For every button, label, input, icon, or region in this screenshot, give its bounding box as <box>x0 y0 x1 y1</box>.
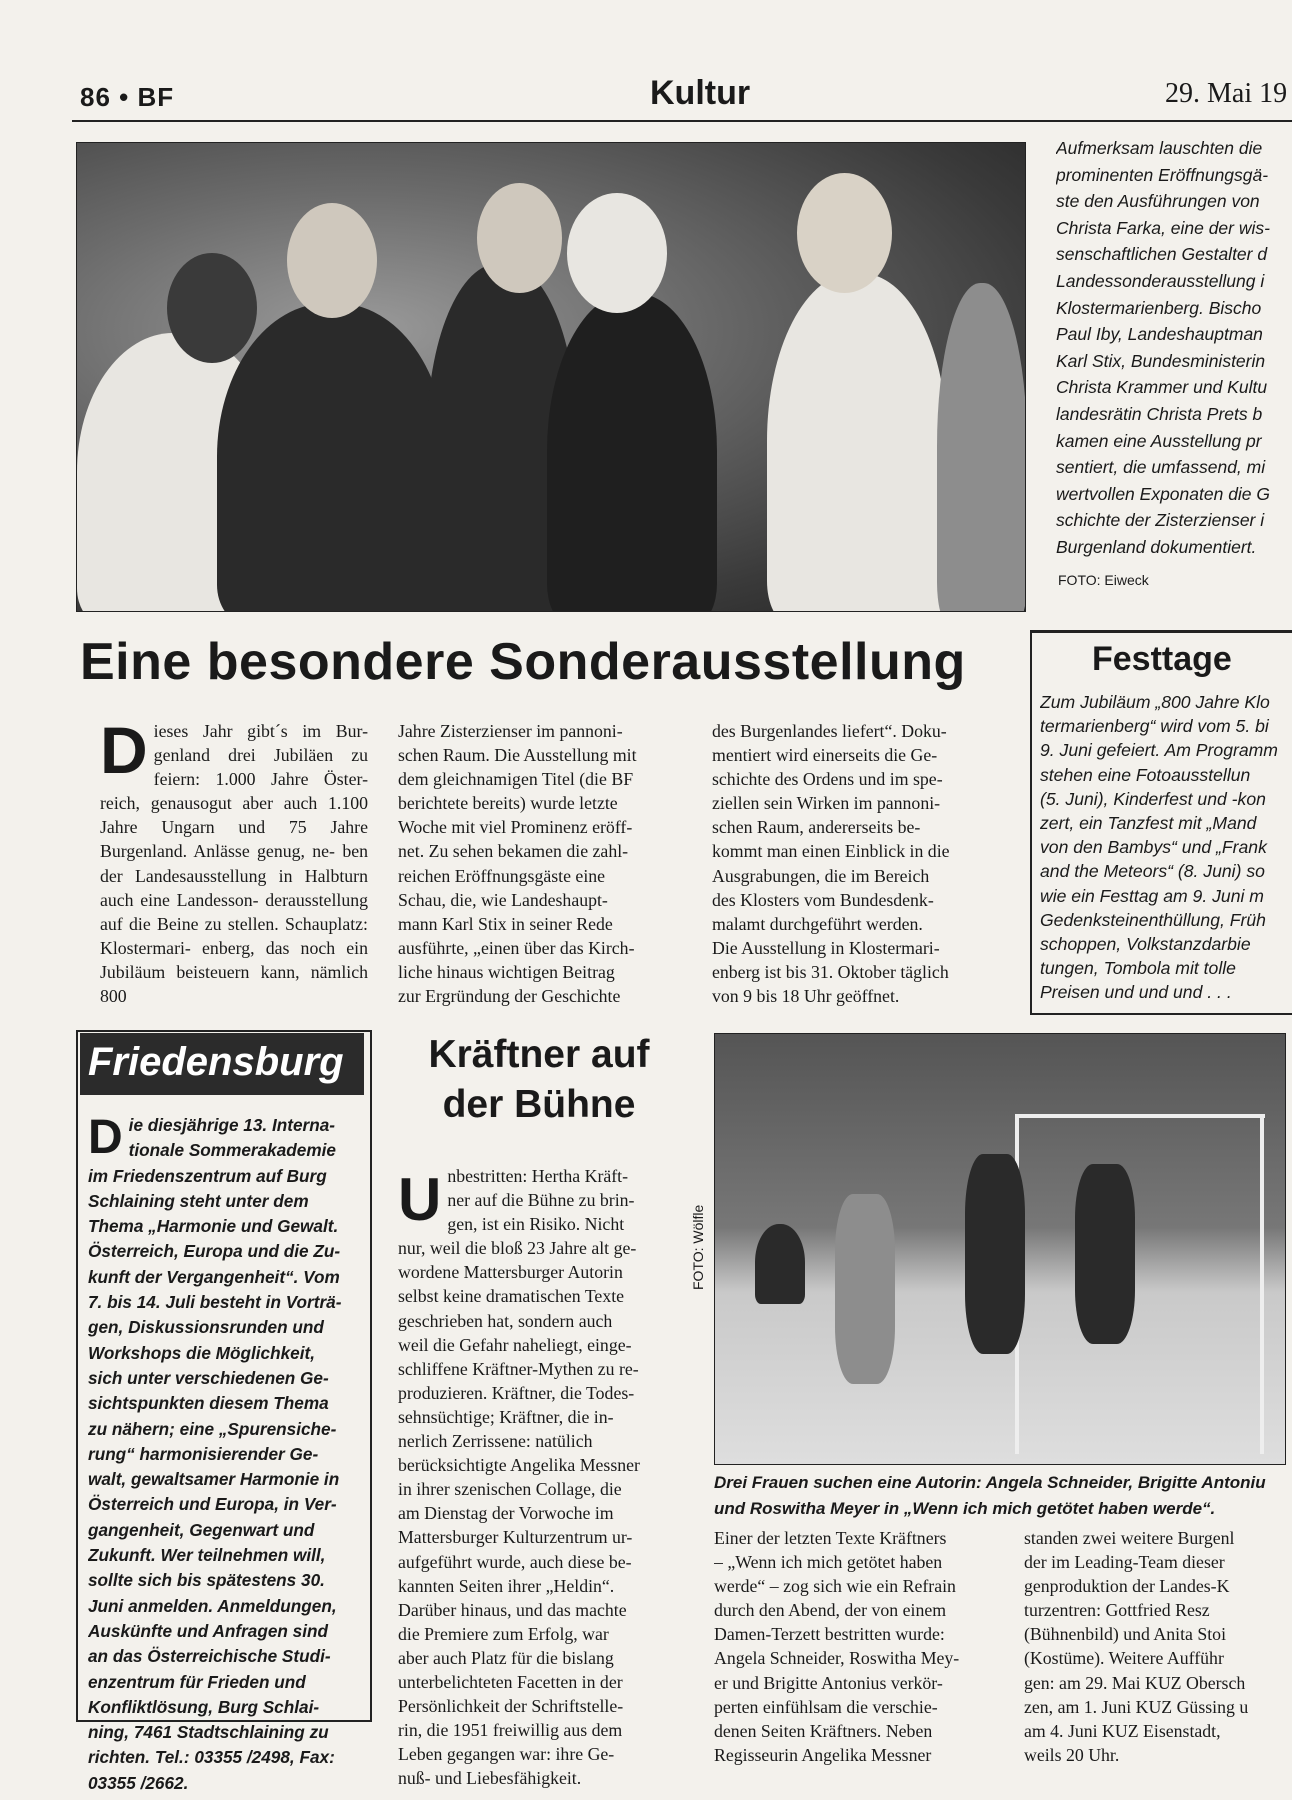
article-text: ben der Landesausstellung in <box>100 841 368 886</box>
article-line: zur Ergründung der Geschichte <box>398 986 621 1007</box>
figure-musician <box>755 1224 805 1304</box>
article-line: schen Raum. Die Ausstellung mit <box>398 745 637 766</box>
friedensburg-title: Friedensburg <box>88 1040 344 1084</box>
kraeftner-headline-line2: der Bühne <box>442 1083 636 1126</box>
caption-line: wertvollen Exponaten die G <box>1056 483 1271 504</box>
festtage-line: tungen, Tombola mit tolle <box>1040 958 1236 979</box>
figure-head <box>167 253 257 363</box>
figure-background <box>937 283 1026 612</box>
kraeftner-line: Regisseurin Angelika Messner <box>714 1744 932 1765</box>
kraeftner-line: Persönlichkeit der Schriftstelle- <box>398 1696 624 1717</box>
photo-credit-opening: FOTO: Eiweck <box>1058 572 1149 588</box>
festtage-line: von den Bambys“ und „Frank <box>1040 837 1267 858</box>
kraeftner-line: aber auch Platz für die bislang <box>398 1647 614 1668</box>
friedensburg-line: Thema „Harmonie und Gewalt. <box>88 1216 339 1237</box>
article-line: des Burgenlandes liefert“. Doku- <box>712 721 947 741</box>
friedensburg-line: zu nähern; eine „Spurensiche- <box>88 1418 337 1439</box>
kraeftner-line: Damen-Terzett bestritten wurde: <box>714 1624 945 1645</box>
kraeftner-line: weil die Gefahr naheliegt, einge- <box>398 1334 632 1355</box>
caption-line: Aufmerksam lauschten die <box>1056 138 1263 158</box>
kraeftner-column-c <box>1024 1526 1292 1767</box>
kraeftner-headline <box>398 1030 680 1130</box>
kraeftner-line: rin, die 1951 freiwillig aus dem <box>398 1720 623 1741</box>
article-line: reichen Eröffnungsgäste eine <box>398 865 606 886</box>
kraeftner-headline-line1: Kräftner auf <box>428 1033 650 1076</box>
festtage-line: zert, ein Tanzfest mit „Mand <box>1040 813 1257 834</box>
friedensburg-line: Konfliktlösung, Burg Schlai- <box>88 1696 320 1717</box>
kraeftner-line: berücksichtigte Angelika Messner <box>398 1455 640 1476</box>
figure-head <box>567 193 667 313</box>
kraeftner-line: die Premiere zum Erfolg, war <box>398 1623 609 1644</box>
article-text: derausstellung auf die Beine zu <box>100 889 368 934</box>
caption-line: ste den Ausführungen von <box>1056 191 1260 212</box>
article-line: malamt durchgeführt werden. <box>712 913 923 934</box>
friedensburg-line: 7. bis 14. Juli besteht in Vorträ- <box>88 1292 342 1313</box>
photo-caption-stage <box>714 1470 1292 1522</box>
issue-date: 29. Mai 19 <box>1165 78 1288 109</box>
stage-frame-bar <box>1015 1114 1265 1118</box>
festtage-line: termarienberg“ wird vom 5. bi <box>1040 716 1269 737</box>
friedensburg-line: tionale Sommerakademie <box>128 1140 336 1161</box>
kraeftner-line: Darüber hinaus, und das machte <box>398 1599 627 1620</box>
friedensburg-line: im Friedenszentrum auf Burg <box>88 1165 327 1186</box>
article-line: Die Ausstellung in Klostermari- <box>712 937 940 958</box>
stage-frame-post <box>1260 1114 1264 1454</box>
friedensburg-line: 03355 /2662. <box>88 1772 189 1793</box>
caption-line: Landessonderausstellung i <box>1056 270 1265 291</box>
kraeftner-line: zen, am 1. Juni KUZ Güssing u <box>1024 1696 1249 1717</box>
article-line: von 9 bis 18 Uhr geöffnet. <box>712 986 900 1007</box>
article-line: mentiert wird einerseits die Ge- <box>712 745 938 766</box>
dropcap: D <box>88 1111 123 1164</box>
festtage-line: 9. Juni gefeiert. Am Programm <box>1040 740 1278 761</box>
article-line: Schau, die, wie Landeshaupt- <box>398 889 608 910</box>
friedensburg-line: an das Österreichische Studi- <box>88 1646 331 1667</box>
kraeftner-line: schliffene Kräftner-Mythen zu re- <box>398 1358 639 1379</box>
figure-head <box>477 183 562 293</box>
caption-line: landesrätin Christa Prets b <box>1056 403 1263 424</box>
article-line: ziellen sein Wirken im pannoni- <box>712 793 941 814</box>
article-text: genland drei Jubiläen zu <box>153 745 368 766</box>
caption-line: Christa Farka, eine der wis- <box>1056 217 1270 238</box>
friedensburg-line: Auskünfte und Anfragen sind <box>88 1620 328 1641</box>
friedensburg-line: kunft der Vergangenheit“. Vom <box>88 1266 340 1287</box>
figure-head <box>287 203 377 318</box>
caption-line: Drei Frauen suchen eine Autorin: Angela Schneider, Brigitte Antoniu <box>714 1473 1266 1492</box>
article-text: beisteuern kann, nämlich 800 <box>100 961 369 1007</box>
photo-caption-opening <box>1056 135 1292 561</box>
kraeftner-line: kannten Seiten ihrer „Heldin“. <box>398 1575 615 1596</box>
friedensburg-text <box>88 1113 360 1796</box>
caption-line: schichte der Zisterzienser i <box>1056 510 1265 531</box>
kraeftner-line: selbst keine dramatischen Texte <box>398 1286 625 1307</box>
figure-dancer <box>1075 1164 1135 1344</box>
caption-line: Christa Krammer und Kultu <box>1056 377 1268 398</box>
kraeftner-line: standen zwei weitere Burgenl <box>1024 1528 1235 1548</box>
friedensburg-line: sichtspunkten diesem Thema <box>88 1393 329 1414</box>
kraeftner-line: der im Leading-Team dieser <box>1024 1552 1225 1573</box>
friedensburg-line: ning, 7461 Stadtschlaining zu <box>88 1722 329 1743</box>
kraeftner-column <box>398 1164 680 1790</box>
kraeftner-line: am Dienstag der Vorwoche im <box>398 1503 614 1524</box>
kraeftner-line: turzentren: Gottfried Resz <box>1024 1600 1210 1621</box>
kraeftner-line: geschrieben hat, sondern auch <box>398 1310 613 1331</box>
friedensburg-line: sollte sich bis spätestens 30. <box>88 1570 325 1591</box>
festtage-line: and the Meteors“ (8. Juni) so <box>1040 861 1265 882</box>
caption-line: Karl Stix, Bundesministerin <box>1056 350 1266 371</box>
kraeftner-line: in ihrer szenischen Collage, die <box>398 1479 622 1500</box>
friedensburg-line: enzentrum für Frieden und <box>88 1671 306 1692</box>
article-text: feiern: 1.000 Jahre Öster- <box>153 769 368 790</box>
caption-line: kamen eine Ausstellung pr <box>1056 430 1262 451</box>
friedensburg-line: Österreich und Europa, in Ver- <box>88 1494 337 1515</box>
festtage-line: wie ein Festtag am 9. Juni m <box>1040 885 1264 906</box>
kraeftner-line: produzieren. Kräftner, die Todes- <box>398 1382 635 1403</box>
friedensburg-line: sich unter verschiedenen Ge- <box>88 1367 329 1388</box>
friedensburg-line: walt, gewaltsamer Harmonie in <box>88 1469 340 1490</box>
kraeftner-line: nbestritten: Hertha Kräft- <box>447 1166 629 1186</box>
kraeftner-line: sehnsüchtige; Kräftner, die in- <box>398 1406 614 1427</box>
figure-dancer <box>835 1194 895 1384</box>
friedensburg-line: rung“ harmonisierender Ge- <box>88 1443 319 1464</box>
figure-head <box>797 173 892 293</box>
kraeftner-line: nuß- und Liebesfähigkeit. <box>398 1768 582 1789</box>
article-column-2 <box>398 719 680 1008</box>
kraeftner-line: denen Seiten Kräftners. Neben <box>714 1720 933 1741</box>
kraeftner-line: unterbelichteten Facetten in der <box>398 1671 623 1692</box>
friedensburg-line: Zukunft. Wer teilnehmen will, <box>88 1545 326 1566</box>
article-column-3 <box>712 719 994 1008</box>
article-column-1 <box>100 713 369 1008</box>
article-line: Jahre Zisterzienser im pannoni- <box>398 721 623 741</box>
article-text: stellen. Schauplatz: Klostermari- <box>100 913 368 958</box>
article-line: net. Zu sehen bekamen die zahl- <box>398 841 629 862</box>
festtage-line: Gedenksteinenthüllung, Früh <box>1040 909 1266 930</box>
friedensburg-line: Juni anmelden. Anmeldungen, <box>88 1595 337 1616</box>
kraeftner-line: gen, ist ein Risiko. Nicht <box>447 1214 625 1235</box>
festtage-line: (5. Juni), Kinderfest und -kon <box>1040 788 1266 809</box>
kraeftner-line: ner auf die Bühne zu brin- <box>447 1190 635 1211</box>
opening-photo <box>76 142 1026 612</box>
header-rule <box>72 120 1292 122</box>
figure-bishop <box>217 303 447 612</box>
kraeftner-line: werde“ – zog sich wie ein Refrain <box>714 1576 956 1597</box>
article-text: enberg, das noch ein Jubiläum <box>100 937 369 982</box>
friedensburg-line: gangenheit, Gegenwart und <box>88 1519 315 1540</box>
kraeftner-line: nerlich Zerrissene: natülich <box>398 1431 593 1452</box>
article-line: enberg ist bis 31. Oktober täglich <box>712 961 949 982</box>
kraeftner-line: genproduktion der Landes-K <box>1024 1576 1230 1597</box>
article-line: liche hinaus wichtigen Beitrag <box>398 961 615 982</box>
kraeftner-line: wordene Mattersburger Autorin <box>398 1262 623 1283</box>
figure-dancer <box>965 1154 1025 1354</box>
festtage-line: schoppen, Volkstanzdarbie <box>1040 934 1251 955</box>
kraeftner-line: am 4. Juni KUZ Eisenstadt, <box>1024 1720 1221 1741</box>
caption-line: Burgenland dokumentiert. <box>1056 536 1257 557</box>
kraeftner-line: perten einfühlsam die verschie- <box>714 1696 938 1717</box>
article-line: Woche mit viel Prominenz eröff- <box>398 817 633 838</box>
section-category: Kultur <box>650 74 751 112</box>
festtage-line: stehen eine Fotoausstellun <box>1040 764 1251 785</box>
kraeftner-line: nur, weil die bloß 23 Jahre alt ge- <box>398 1238 637 1259</box>
kraeftner-line: durch den Abend, der von einem <box>714 1600 947 1621</box>
article-line: dem gleichnamigen Titel (die BF <box>398 769 634 790</box>
kraeftner-line: Einer der letzten Texte Kräftners <box>714 1528 947 1548</box>
caption-line: senschaftlichen Gestalter d <box>1056 244 1268 265</box>
friedensburg-line: Workshops die Möglichkeit, <box>88 1342 315 1363</box>
dropcap: D <box>100 713 148 787</box>
caption-line: und Roswitha Meyer in „Wenn ich mich getötet haben werde“. <box>714 1499 1216 1518</box>
kraeftner-line: Leben gegangen war: ihre Ge- <box>398 1744 615 1765</box>
article-text: Halbturn auch eine Landesson- <box>100 865 368 910</box>
article-text: ieses Jahr gibt´s im Bur- <box>153 721 368 741</box>
main-headline: Eine besondere Sonderausstellung <box>80 633 966 691</box>
figure-woman-light <box>767 273 947 612</box>
article-text: Burgenland. Anlässe genug, ne- <box>100 841 335 862</box>
friedensburg-line: ie diesjährige 13. Interna- <box>128 1115 335 1135</box>
kraeftner-line: er und Brigitte Antonius verkör- <box>714 1672 943 1693</box>
kraeftner-line: (Bühnenbild) und Anita Stoi <box>1024 1624 1227 1645</box>
festtage-title: Festtage <box>1092 640 1232 678</box>
article-line: schichte des Ordens und im spe- <box>712 769 943 790</box>
caption-line: Paul Iby, Landeshauptman <box>1056 324 1263 345</box>
article-line: Ausgrabungen, die im Bereich <box>712 865 930 886</box>
dropcap: U <box>398 1166 442 1233</box>
stage-photo <box>714 1033 1286 1465</box>
article-line: mann Karl Stix in seiner Rede <box>398 913 613 934</box>
article-text: reich, genausogut aber auch <box>100 793 318 814</box>
article-line: ausführte, „einen über das Kirch- <box>398 937 635 958</box>
article-line: kommt man einen Einblick in die <box>712 841 950 862</box>
kraeftner-line: Mattersburger Kulturzentrum ur- <box>398 1527 633 1548</box>
kraeftner-line: (Kostüme). Weitere Aufführ <box>1024 1648 1224 1669</box>
festtage-line: Preisen und und und . . . <box>1040 982 1232 1003</box>
caption-line: Klostermarienberg. Bischo <box>1056 297 1262 318</box>
article-text: 1.100 Jahre Ungarn und 75 Jahre <box>100 793 368 838</box>
caption-line: prominenten Eröffnungsgä- <box>1056 164 1269 185</box>
kraeftner-line: gen: am 29. Mai KUZ Obersch <box>1024 1672 1246 1693</box>
kraeftner-line: weils 20 Uhr. <box>1024 1744 1120 1765</box>
kraeftner-line: – „Wenn ich mich getötet haben <box>714 1552 943 1573</box>
article-line: berichtete bereits) wurde letzte <box>398 793 618 814</box>
kraeftner-line: aufgeführt wurde, auch diese be- <box>398 1551 632 1572</box>
friedensburg-line: gen, Diskussionsrunden und <box>88 1317 324 1338</box>
kraeftner-line: Angela Schneider, Roswitha Mey- <box>714 1648 960 1669</box>
article-line: schen Raum, andererseits be- <box>712 817 921 838</box>
friedensburg-line: richten. Tel.: 03355 /2498, Fax: <box>88 1747 335 1768</box>
festtage-text <box>1040 690 1292 1005</box>
kraeftner-column-b <box>714 1526 990 1767</box>
friedensburg-line: Österreich, Europa und die Zu- <box>88 1241 341 1262</box>
page-section-label: 86 • BF <box>80 82 175 112</box>
photo-credit-stage: FOTO: Wölfle <box>690 1204 706 1290</box>
caption-line: sentiert, die umfassend, mi <box>1056 457 1266 478</box>
friedensburg-line: Schlaining steht unter dem <box>88 1190 309 1211</box>
festtage-line: Zum Jubiläum „800 Jahre Klo <box>1040 692 1270 712</box>
article-line: des Klosters vom Bundesdenk- <box>712 889 934 910</box>
figure-woman-dark <box>547 293 717 612</box>
